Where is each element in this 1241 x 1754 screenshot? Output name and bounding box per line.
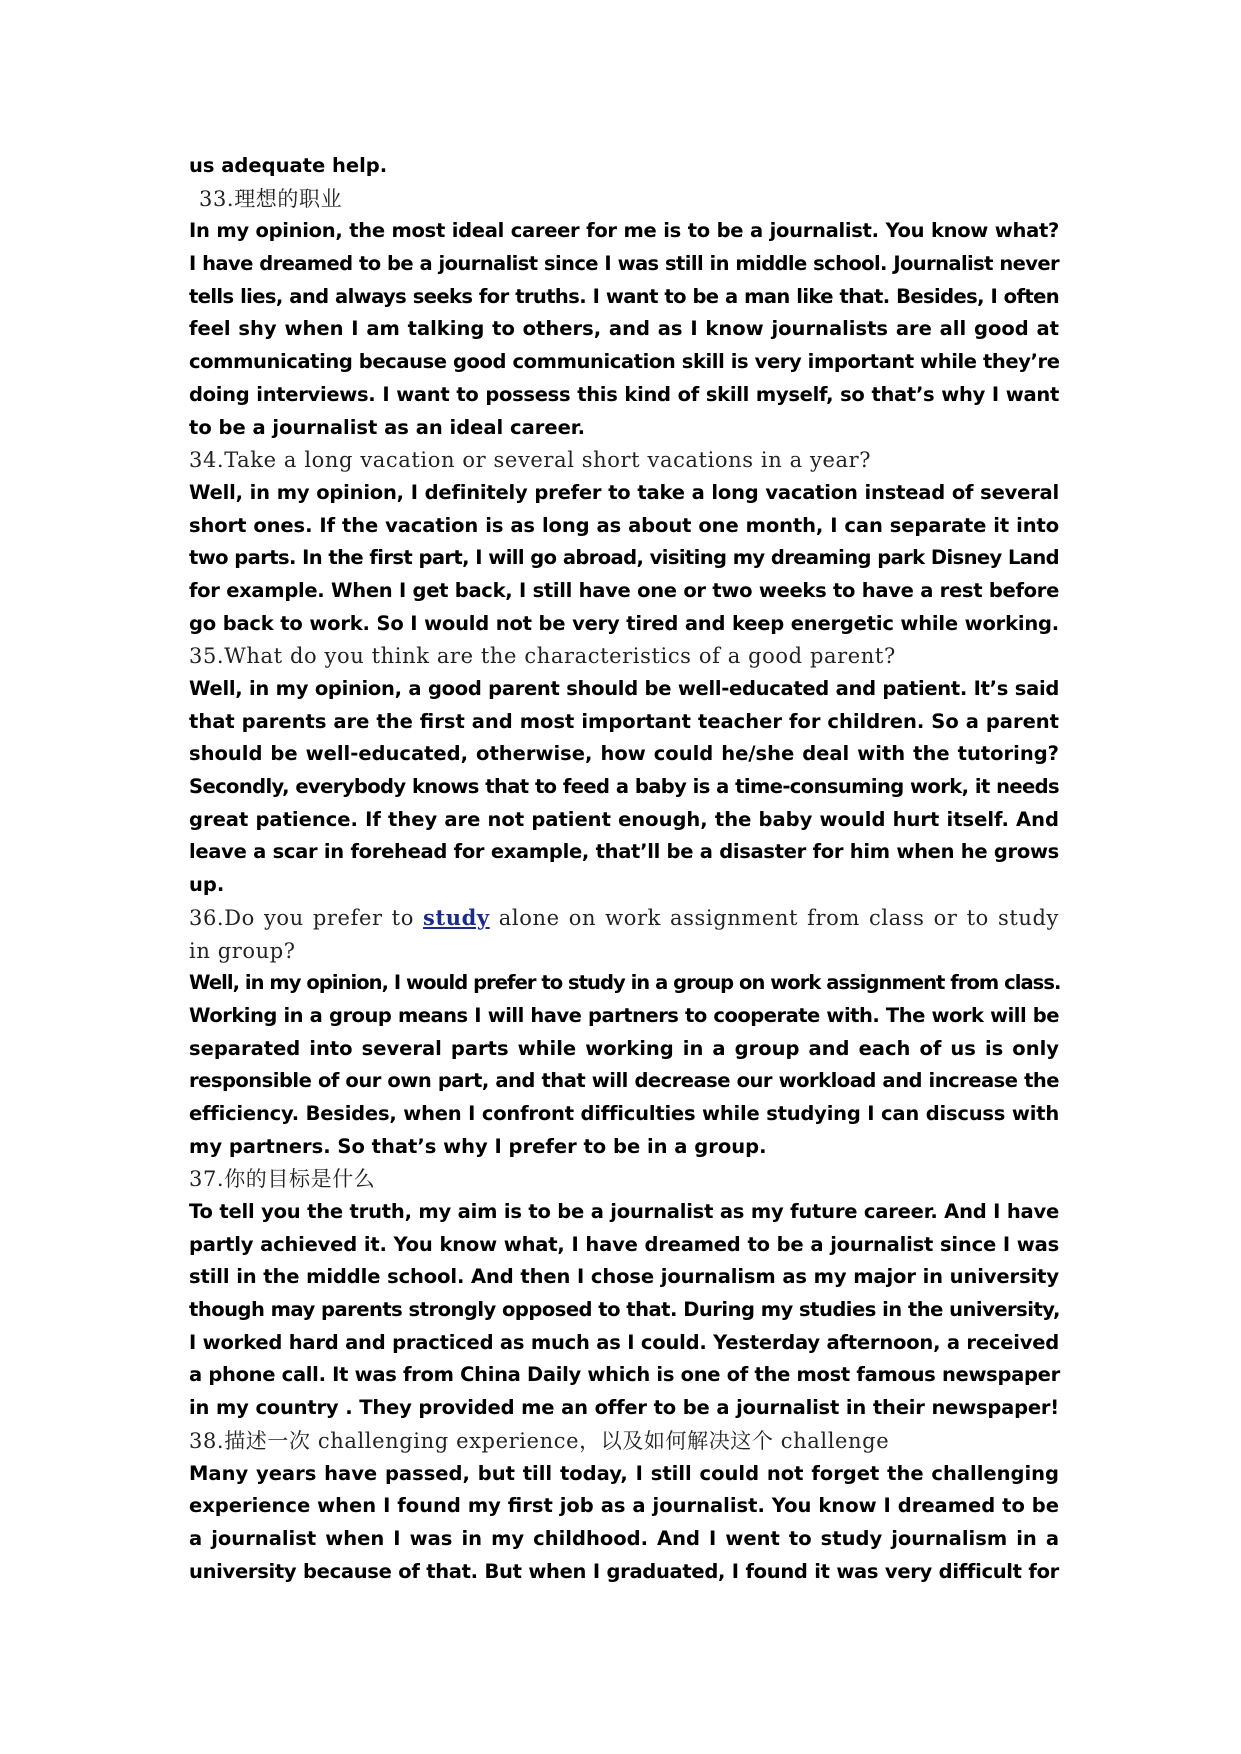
- answer-36-line-6: my partners. So that’s why I prefer to be in a group.: [189, 1134, 767, 1158]
- answer-35-line-6: leave a scar in forehead for example, that’ll be a disaster for him when he grows: [189, 840, 1059, 864]
- answer-33-line-2: I have dreamed to be a journalist since I was still in middle school. Journalist never: [189, 252, 1059, 276]
- question-37: 37.你的目标是什么: [189, 1167, 376, 1192]
- question-36-prefix: 36.Do you prefer to: [189, 905, 424, 930]
- answer-33-line-6: doing interviews. I want to possess this kind of skill myself, so that’s why I want: [189, 382, 1059, 406]
- answer-37-line-2: partly achieved it. You know what, I have dreamed to be a journalist since I was: [189, 1232, 1059, 1256]
- study-link[interactable]: study: [423, 904, 490, 930]
- answer-33-line-3: tells lies, and always seeks for truths. I want to be a man like that. Besides, I often: [189, 284, 1059, 308]
- answer-34-line-5: go back to work. So I would not be very tired and keep energetic while working.: [189, 611, 1059, 635]
- answer-35-line-1: Well, in my opinion, a good parent should be well-educated and patient. It’s said: [189, 677, 1059, 700]
- answer-36-line-4: responsible of our own part, and that will decrease our workload and increase the: [189, 1069, 1059, 1093]
- answer-37-line-5: I worked hard and practiced as much as I could. Yesterday afternoon, a received: [189, 1330, 1060, 1354]
- question-36: [189, 902, 1059, 935]
- answer-34-line-3: two parts. In the first part, I will go abroad, visiting my dreaming park Disney Land: [189, 546, 1059, 570]
- answer-35-line-5: great patience. If they are not patient enough, the baby would hurt itself. And: [189, 807, 1059, 831]
- answer-33-line-5: communicating because good communication skill is very important while they’re: [189, 350, 1060, 374]
- answer-33-line-1: In my opinion, the most ideal career for me is to be a journalist. You know what?: [189, 219, 1059, 243]
- answer-38-line-2: experience when I found my first job as a journalist. You know I dreamed to be: [189, 1494, 1059, 1518]
- document-page: [189, 150, 1059, 1588]
- answer-36-line-3: separated into several parts while working in a group and each of us is only: [189, 1036, 1059, 1060]
- answer-35-line-2: that parents are the first and most important teacher for children. So a parent: [189, 709, 1059, 733]
- answer-34-line-2: short ones. If the vacation is as long as about one month, I can separate it into: [189, 513, 1059, 537]
- answer-33-line-4: feel shy when I am talking to others, and as I know journalists are all good at: [189, 317, 1059, 341]
- answer-34-line-4: for example. When I get back, I still have one or two weeks to have a rest before: [189, 578, 1059, 602]
- answer-33-line-7: to be a journalist as an ideal career.: [189, 415, 586, 439]
- answer-36-line-2: Working in a group means I will have partners to cooperate with. The work will be: [189, 1003, 1059, 1027]
- answer-37-line-3: still in the middle school. And then I chose journalism as my major in university: [189, 1265, 1059, 1289]
- answer-37-line-7: in my country . They provided me an offer to be a journalist in their newspaper!: [189, 1396, 1059, 1420]
- question-36-suffix: alone on work assignment from class or to study: [489, 905, 1059, 930]
- answer-37-line-1: To tell you the truth, my aim is to be a journalist as my future career. And I have: [189, 1200, 1059, 1223]
- answer-35-line-4: Secondly, everybody knows that to feed a baby is a time-consuming work, it needs: [189, 775, 1059, 799]
- answer-38-line-1: Many years have passed, but till today, I still could not forget the challenging: [189, 1461, 1059, 1485]
- question-38: 38.描述一次 challenging experience，以及如何解决这个 challenge: [189, 1428, 890, 1453]
- answer-35-line-3: should be well-educated, otherwise, how could he/she deal with the tutoring?: [189, 742, 1059, 766]
- question-35: 35.What do you think are the characteristics of a good parent?: [189, 644, 896, 669]
- answer-36-line-1: Well, in my opinion, I would prefer to study in a group on work assignment from class.: [189, 971, 1061, 995]
- answer-38-line-3: a journalist when I was in my childhood. And I went to study journalism in a: [189, 1526, 1059, 1550]
- question-36-line-2: in group?: [189, 938, 296, 963]
- answer-37-line-6: a phone call. It was from China Daily which is one of the most famous newspaper: [189, 1363, 1060, 1387]
- question-34: 34.Take a long vacation or several short vacations in a year?: [189, 448, 872, 473]
- answer-36-line-5: efficiency. Besides, when I confront difficulties while studying I can discuss with: [189, 1101, 1059, 1125]
- lead-line: us adequate help.: [189, 154, 388, 177]
- question-33: 33.理想的职业: [199, 186, 343, 211]
- answer-35-line-7: up.: [189, 873, 225, 897]
- answer-34-line-1: Well, in my opinion, I definitely prefer to take a long vacation instead of several: [189, 480, 1059, 504]
- answer-37-line-4: though may parents strongly opposed to that. During my studies in the university,: [189, 1298, 1060, 1322]
- answer-38-line-4: university because of that. But when I graduated, I found it was very difficult for: [189, 1559, 1059, 1583]
